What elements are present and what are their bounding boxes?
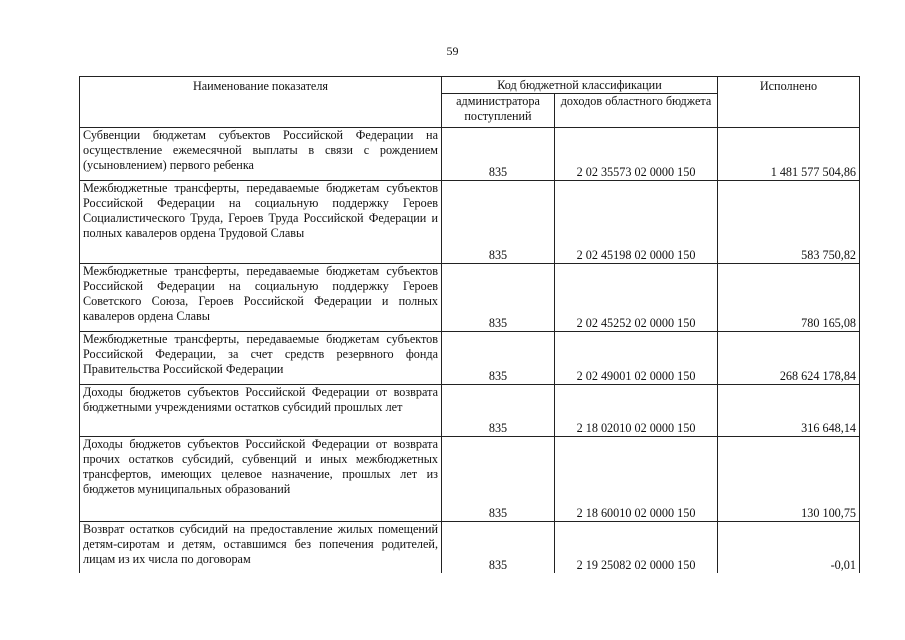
income-code-cell: 2 18 60010 02 0000 150	[555, 437, 718, 522]
indicator-name-cell: Возврат остатков субсидий на предоставление жилых помещений детям-сиротам и детям, оставшимся без попечения родителей, лицам из их числа по договорам	[80, 522, 442, 573]
admin-code-cell: 835	[442, 128, 555, 181]
header-classification-code: Код бюджетной классификации	[442, 77, 718, 94]
header-indicator-name: Наименование показателя	[80, 77, 442, 128]
admin-code-cell: 835	[442, 332, 555, 385]
table-row	[80, 522, 860, 573]
executed-amount-cell: 268 624 178,84	[718, 332, 860, 385]
admin-code-cell: 835	[442, 522, 555, 573]
income-code-cell: 2 18 02010 02 0000 150	[555, 385, 718, 437]
admin-code-cell: 835	[442, 385, 555, 437]
table-row	[80, 128, 860, 181]
income-code-cell: 2 02 35573 02 0000 150	[555, 128, 718, 181]
income-code-cell: 2 02 49001 02 0000 150	[555, 332, 718, 385]
indicator-name-cell: Межбюджетные трансферты, передаваемые бюджетам субъектов Российской Федерации на социальную поддержку Героев Социалистического Труда, Героев Труда Российской Федерации и полных кавалеров ордена Трудовой Славы	[80, 181, 442, 264]
executed-amount-cell: 780 165,08	[718, 264, 860, 332]
table-row	[80, 332, 860, 385]
table-row	[80, 264, 860, 332]
header-administrator: администратора поступлений	[442, 94, 555, 128]
table-row	[80, 437, 860, 522]
indicator-name-cell: Доходы бюджетов субъектов Российской Федерации от возврата бюджетными учреждениями остатков субсидий прошлых лет	[80, 385, 442, 437]
page-number: 59	[446, 44, 459, 58]
income-code-cell: 2 02 45198 02 0000 150	[555, 181, 718, 264]
executed-amount-cell: -0,01	[718, 522, 860, 573]
indicator-name-cell: Межбюджетные трансферты, передаваемые бюджетам субъектов Российской Федерации на социальную поддержку Героев Советского Союза, Героев Российской Федерации и полных кавалеров ордена Славы	[80, 264, 442, 332]
indicator-name-cell: Субвенции бюджетам субъектов Российской Федерации на осуществление ежемесячной выплаты в связи с рождением (усыновлением) первого ребенка	[80, 128, 442, 181]
header-income-code: доходов областного бюджета	[555, 94, 718, 128]
income-code-cell: 2 02 45252 02 0000 150	[555, 264, 718, 332]
executed-amount-cell: 130 100,75	[718, 437, 860, 522]
indicator-name-cell: Межбюджетные трансферты, передаваемые бюджетам субъектов Российской Федерации, за счет средств резервного фонда Правительства Российской Федерации	[80, 332, 442, 385]
header-executed: Исполнено	[718, 77, 860, 128]
executed-amount-cell: 583 750,82	[718, 181, 860, 264]
table-row	[80, 181, 860, 264]
income-code-cell: 2 19 25082 02 0000 150	[555, 522, 718, 573]
admin-code-cell: 835	[442, 437, 555, 522]
indicator-name-cell: Доходы бюджетов субъектов Российской Федерации от возврата прочих остатков субсидий, субвенций и иных межбюджетных трансфертов, имеющих целевое назначение, прошлых лет из бюджетов муниципальных образований	[80, 437, 442, 522]
executed-amount-cell: 316 648,14	[718, 385, 860, 437]
table-row	[80, 385, 860, 437]
executed-amount-cell: 1 481 577 504,86	[718, 128, 860, 181]
admin-code-cell: 835	[442, 181, 555, 264]
admin-code-cell: 835	[442, 264, 555, 332]
budget-table	[79, 76, 860, 573]
